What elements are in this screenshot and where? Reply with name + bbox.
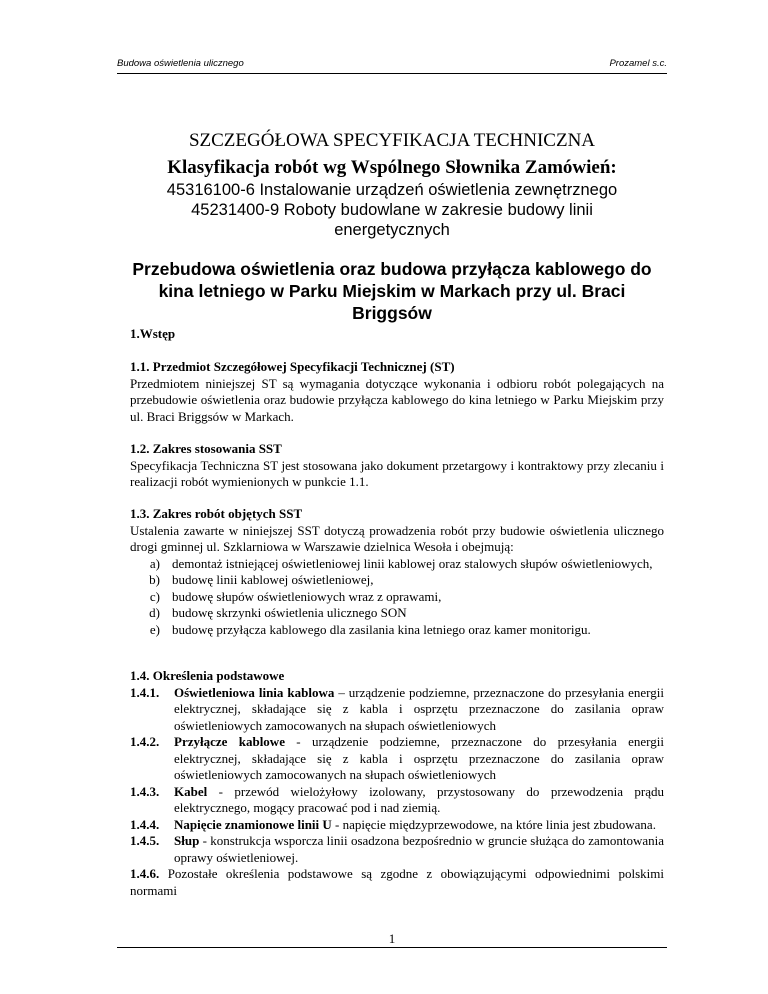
list-label: a) <box>149 555 160 571</box>
definition-text: - konstrukcja wsporcza linii osadzona bezpośrednio w gruncie służąca do zamontowania oprawy oświetleniowej. <box>174 833 664 865</box>
definition-item <box>130 734 664 784</box>
definition-number: 1.4.3. <box>130 783 160 799</box>
definition-item <box>130 817 664 834</box>
definition-number: 1.4.2. <box>130 734 160 749</box>
list-label: c) <box>149 588 160 604</box>
page-header <box>117 58 667 69</box>
definition-term: Oświetleniowa linia kablowa <box>174 684 335 700</box>
list-item <box>130 605 664 622</box>
classification-item: energetycznych <box>334 221 450 239</box>
definition-term: Napięcie znamionowe linii U <box>174 816 332 832</box>
definition-text: – urządzenie podziemne, przeznaczone do przesyłania energii elektrycznej, składające się z kabla i osprzętu przeznaczone do zasilania opraw oświetleniowych zamocowanych na słupach oświetleniowych <box>174 684 664 733</box>
section-text: Specyfikacja Techniczna ST jest stosowana jako dokument przetargowy i kontraktowy przy zlecaniu i realizacji robót wymienionych w punkcie 1.1. <box>130 457 664 489</box>
section-intro-heading <box>130 326 664 343</box>
definition-text: Pozostałe określenia podstawowe są zgodne z obowiązującymi odpowiednimi polskimi normami <box>130 866 665 898</box>
section-1-1 <box>130 359 664 425</box>
list-text: demontaż istniejącej oświetleniowej linii kablowej oraz stalowych słupów oświetleniowych, <box>172 555 653 571</box>
definition-number: 1.4.5. <box>130 833 160 848</box>
list-item <box>130 572 664 589</box>
definition-item <box>130 784 664 817</box>
list-text: budowę przyłącza kablowego dla zasilania kina letniego oraz kamer monitorigu. <box>172 621 591 637</box>
definition-text: - napięcie międzyprzewodowe, na które linia jest zbudowana. <box>331 816 656 832</box>
classification-item: 45316100-6 Instalowanie urządzeń oświetlenia zewnętrznego <box>166 181 618 199</box>
definition-number: 1.4.4. <box>130 816 160 832</box>
list-text: budowę słupów oświetleniowych wraz z oprawami, <box>172 588 442 604</box>
definition-last <box>130 866 664 899</box>
intro-heading: 1.Wstęp <box>130 326 176 341</box>
definition-term: Kabel <box>174 783 208 799</box>
section-1-4 <box>130 668 664 899</box>
definition-number: 1.4.6. <box>130 866 160 881</box>
definition-text: - przewód wielożyłowy izolowany, przystosowany do przewodzenia prądu elektrycznego, mogący pracować pod i nad ziemią. <box>174 783 664 815</box>
document-title: SZCZEGÓŁOWA SPECYFIKACJA TECHNICZNA <box>188 130 596 151</box>
list-label: e) <box>149 621 160 637</box>
list-item <box>130 589 664 606</box>
section-1-3 <box>130 506 664 638</box>
header-right: Prozamel s.c. <box>609 58 667 69</box>
page-number: 1 <box>388 931 396 946</box>
definition-item <box>130 685 664 735</box>
list-label: d) <box>149 605 160 620</box>
definition-item <box>130 833 664 866</box>
definition-term: Przyłącze kablowe <box>174 734 285 749</box>
section-heading: 1.1. Przedmiot Szczegółowej Specyfikacji Technicznej (ST) <box>130 359 455 374</box>
section-heading: 1.3. Zakres robót objętych SST <box>130 506 303 521</box>
header-left: Budowa oświetlenia ulicznego <box>117 58 244 69</box>
list-label: b) <box>149 572 160 587</box>
list-text: budowę skrzynki oświetlenia ulicznego SON <box>172 605 407 620</box>
section-heading: 1.4. Określenia podstawowe <box>130 668 285 683</box>
footer-divider <box>117 947 667 948</box>
definition-number: 1.4.1. <box>130 684 160 700</box>
section-text: Ustalenia zawarte w niniejszej SST dotyczą prowadzenia robót przy budowie oświetlenia ulicznego drogi gminnej ul. Szklarniowa w Warszawie dzielnica Wesoła i obejmują: <box>130 522 664 554</box>
definition-text: - urządzenie podziemne, przeznaczone do przesyłania energii elektrycznej, składające się z kabla i osprzętu przeznaczone do zasilania opraw oświetleniowych zamocowanych na słupach oświetleniowych <box>174 734 664 782</box>
section-heading: 1.2. Zakres stosowania SST <box>130 441 282 456</box>
classification-item: 45231400-9 Roboty budowlane w zakresie budowy linii <box>191 201 593 219</box>
project-title: Przebudowa oświetlenia oraz budowa przyłącza kablowego do kina letniego w Parku Miejskim w Markach przy ul. Braci Briggsów <box>132 259 652 323</box>
section-1-2 <box>130 441 664 491</box>
list-item <box>130 556 664 573</box>
classification-heading: Klasyfikacja robót wg Wspólnego Słownika Zamówień: <box>167 157 617 178</box>
definition-term: Słup <box>174 833 200 848</box>
list-text: budowę linii kablowej oświetleniowej, <box>172 572 374 587</box>
header-divider <box>117 73 667 74</box>
list-item <box>130 622 664 639</box>
section-text: Przedmiotem niniejszej ST są wymagania dotyczące wykonania i odbioru robót polegających na przebudowie oświetlenia oraz budowie przyłącza kablowego do kina letniego w Parku Miejskim przy ul. Braci Briggsów w Markach. <box>130 375 664 424</box>
